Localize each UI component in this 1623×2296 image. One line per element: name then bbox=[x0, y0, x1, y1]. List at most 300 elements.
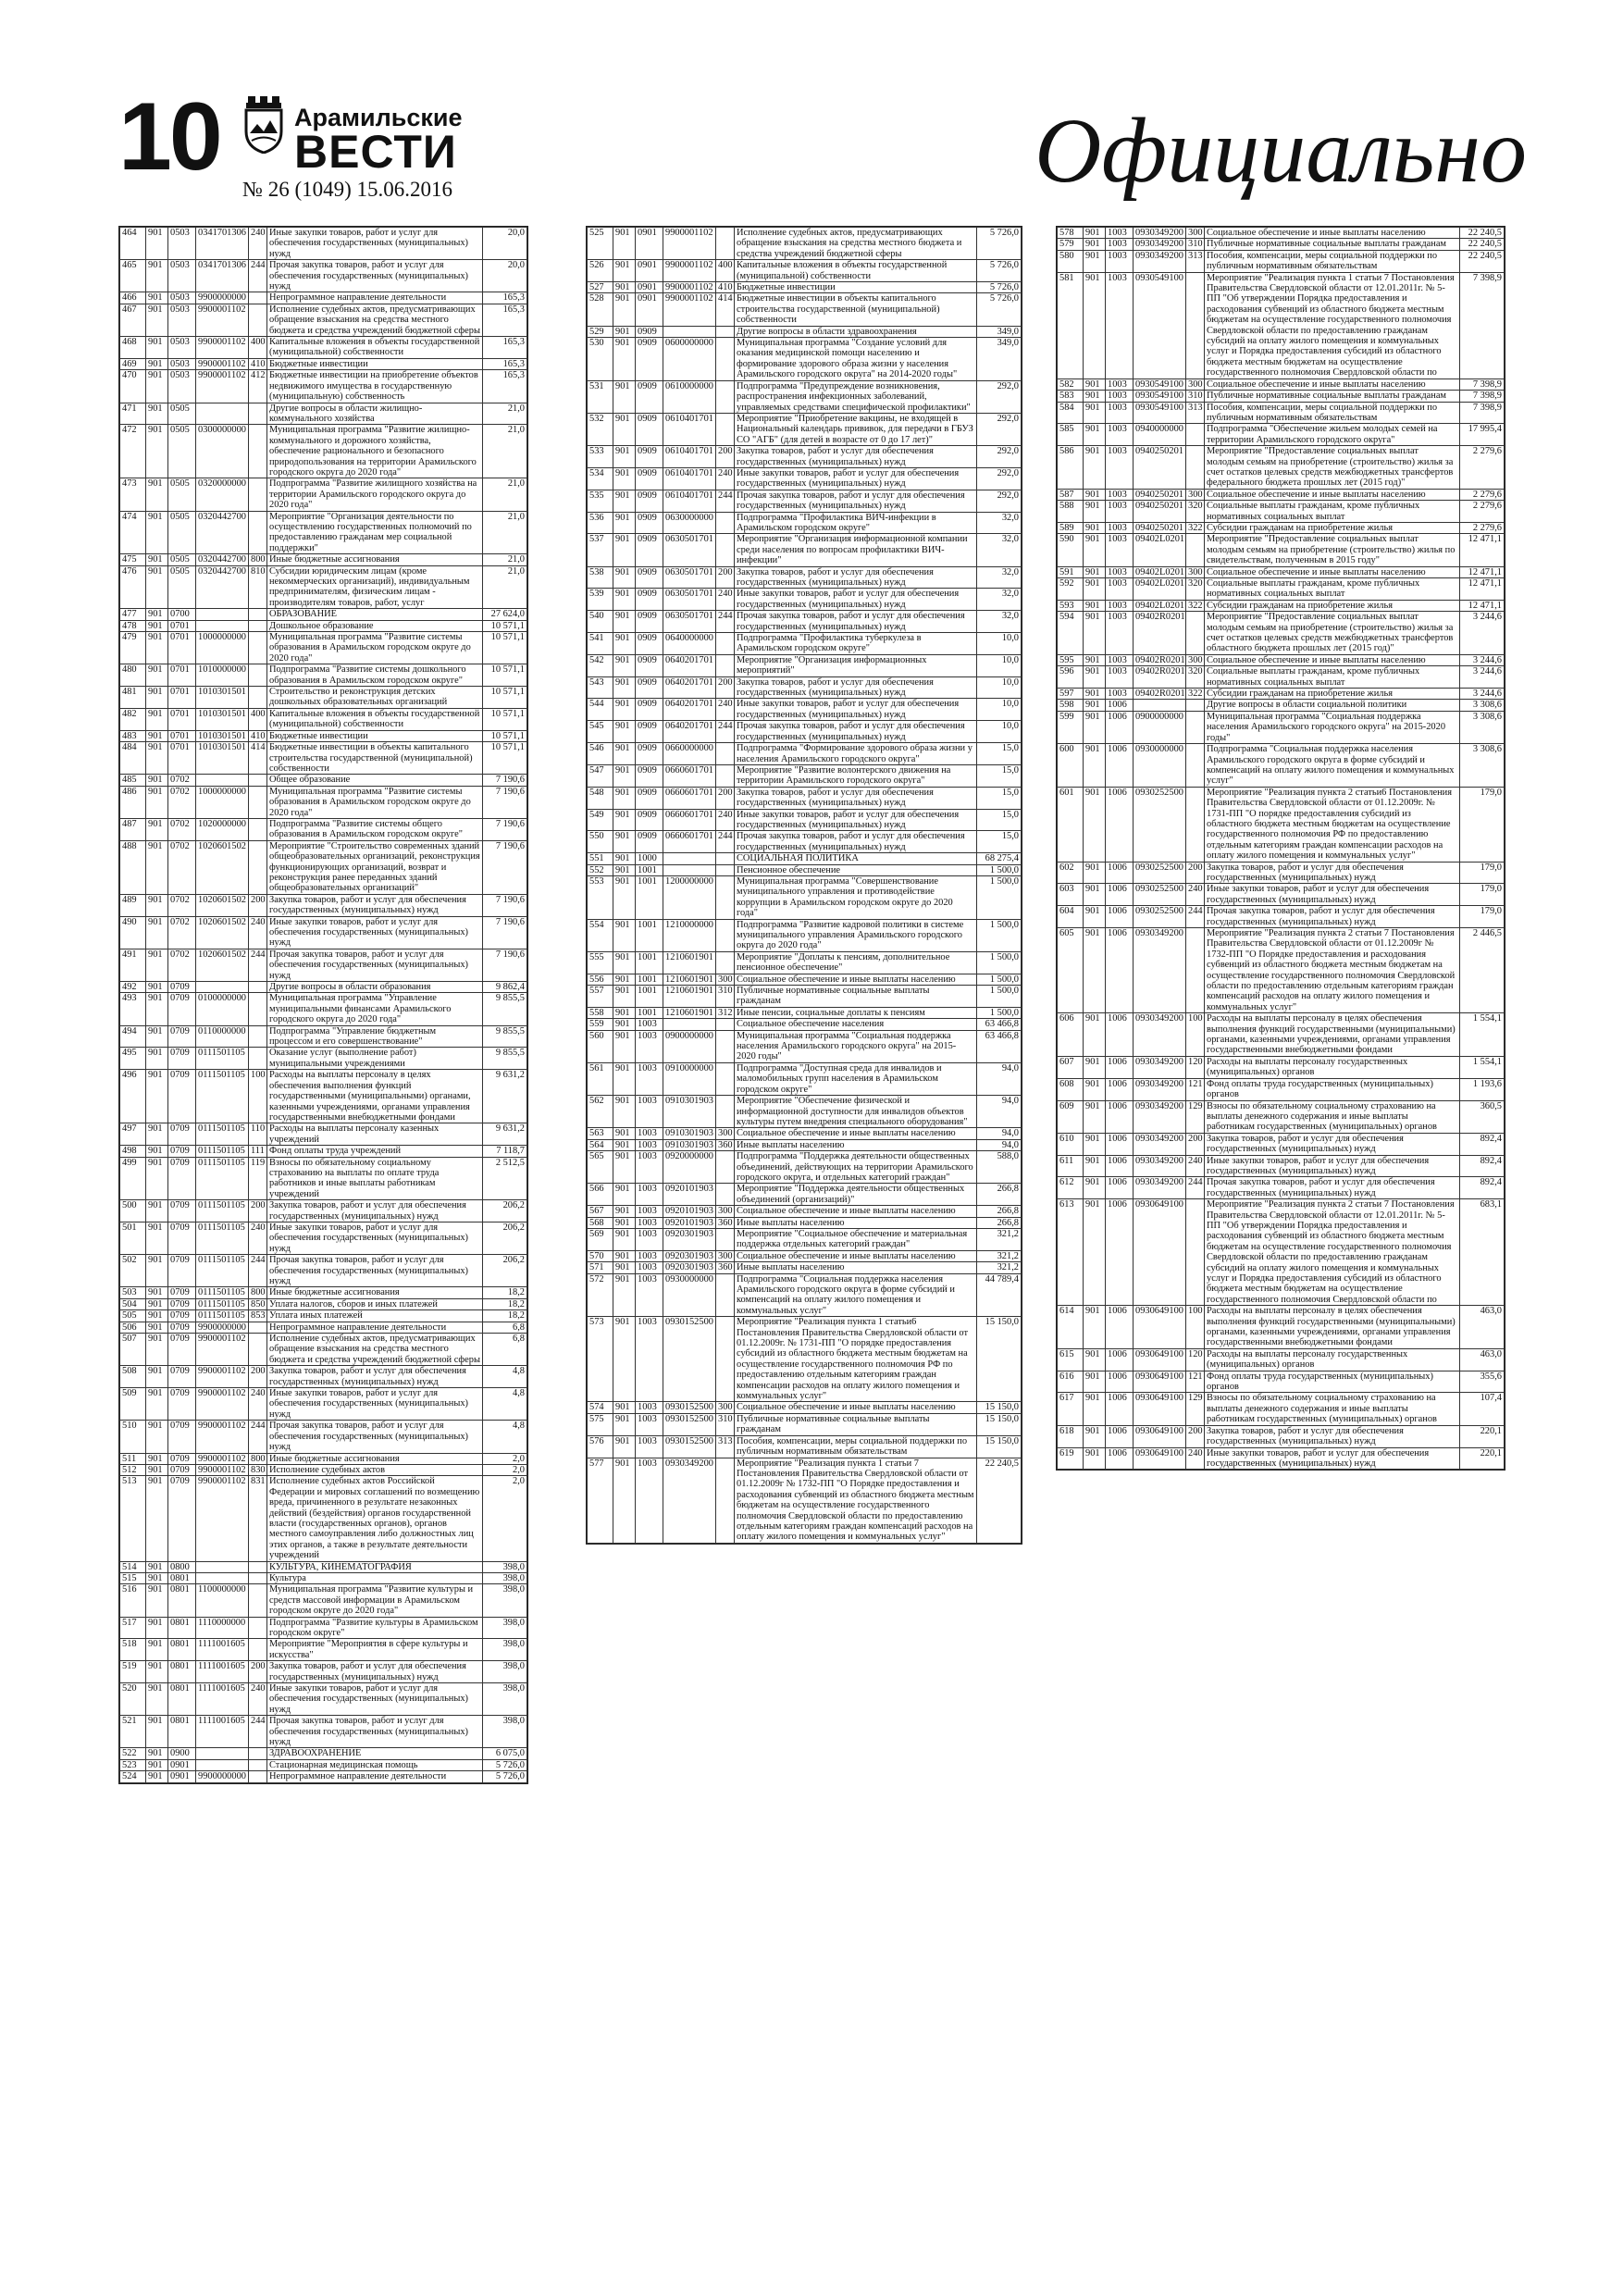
row-amount: 206,2 bbox=[483, 1200, 527, 1222]
target-code: 0930649100 bbox=[1134, 1447, 1186, 1470]
admin-code: 901 bbox=[613, 831, 636, 853]
row-amount: 15,0 bbox=[977, 743, 1022, 765]
row-description: Другие вопросы в области здравоохранения bbox=[735, 326, 977, 337]
table-row bbox=[1058, 787, 1505, 862]
table-row bbox=[120, 1661, 527, 1683]
section-code: 1001 bbox=[636, 974, 663, 985]
section-code: 0909 bbox=[636, 512, 663, 534]
row-amount: 179,0 bbox=[1460, 862, 1505, 884]
row-amount: 165,3 bbox=[483, 292, 527, 304]
target-code: 09402R0201 bbox=[1134, 654, 1186, 665]
row-description: Социальное обеспечение и иные выплаты населению bbox=[735, 1402, 977, 1413]
target-code: 9900001102 bbox=[196, 1388, 249, 1421]
row-number: 586 bbox=[1058, 446, 1084, 490]
target-code: 0320442700 bbox=[196, 511, 249, 554]
row-description: Социальные выплаты гражданам, кроме публичных нормативных социальных выплат bbox=[1205, 578, 1460, 601]
expense-type bbox=[249, 304, 267, 336]
section-code: 1006 bbox=[1106, 744, 1134, 788]
row-description: Подпрограмма "Обеспечение жильем молодых семей на территории Арамильского городского округа" bbox=[1205, 424, 1460, 446]
row-description: Иные бюджетные ассигнования bbox=[267, 1287, 483, 1298]
row-description: Иные закупки товаров, работ и услуг для обеспечения государственных (муниципальных) нужд bbox=[267, 1388, 483, 1421]
row-description: Иные выплаты населению bbox=[735, 1262, 977, 1273]
expense-type: 300 bbox=[716, 1206, 735, 1217]
target-code: 0920000000 bbox=[663, 1151, 716, 1184]
row-description: Подпрограмма "Развитие жилищного хозяйства на территории Арамильского городского округа до 2020 года" bbox=[267, 478, 483, 511]
row-number: 470 bbox=[120, 370, 146, 403]
row-description: Публичные нормативные социальные выплаты гражданам bbox=[735, 1413, 977, 1435]
expense-type bbox=[716, 743, 735, 765]
row-amount: 4,8 bbox=[483, 1388, 527, 1421]
row-amount: 15,0 bbox=[977, 809, 1022, 831]
table-row bbox=[120, 565, 527, 609]
expense-type: 410 bbox=[716, 282, 735, 293]
table-row bbox=[588, 338, 1022, 381]
row-number: 554 bbox=[588, 919, 613, 951]
section-code: 0709 bbox=[168, 1222, 196, 1254]
target-code bbox=[196, 775, 249, 786]
row-number: 532 bbox=[588, 413, 613, 445]
budget-table-2 bbox=[587, 227, 1022, 1544]
table-row bbox=[120, 1222, 527, 1254]
table-row bbox=[120, 730, 527, 741]
row-description: Мероприятие "Обеспечение физической и информационной доступности для инвалидов объектов культуры путем внедрения специального оборудования" bbox=[735, 1096, 977, 1128]
section-code: 0503 bbox=[168, 292, 196, 304]
table-row bbox=[588, 853, 1022, 864]
row-description: Прочая закупка товаров, работ и услуг для обеспечения государственных (муниципальных) нужд bbox=[267, 1421, 483, 1453]
admin-code: 901 bbox=[146, 403, 168, 425]
row-amount: 21,0 bbox=[483, 554, 527, 565]
row-description: Расходы на выплаты персоналу в целях обеспечения выполнения функций государственными (муниципальными) органами, казенными учреждениями, органами управления государственными внебюджетными фондами bbox=[1205, 1306, 1460, 1349]
target-code: 0930349200 bbox=[1134, 1078, 1186, 1100]
admin-code: 901 bbox=[146, 1200, 168, 1222]
row-description: Закупка товаров, работ и услуг для обеспечения государственных (муниципальных) нужд bbox=[1205, 1425, 1460, 1447]
page-number: 10 bbox=[118, 83, 220, 191]
row-number: 534 bbox=[588, 467, 613, 490]
table-row bbox=[120, 370, 527, 403]
expense-type: 200 bbox=[716, 566, 735, 589]
target-code: 0111501105 bbox=[196, 1200, 249, 1222]
expense-type: 129 bbox=[1186, 1393, 1205, 1425]
table-row bbox=[1058, 700, 1505, 711]
table-row bbox=[120, 982, 527, 993]
admin-code: 901 bbox=[613, 1139, 636, 1150]
row-number: 472 bbox=[120, 425, 146, 478]
row-description: Непрограммное направление деятельности bbox=[267, 1322, 483, 1333]
admin-code: 901 bbox=[146, 304, 168, 336]
row-description: Другие вопросы в области жилищно-коммунального хозяйства bbox=[267, 403, 483, 425]
table-row bbox=[1058, 1425, 1505, 1447]
expense-type bbox=[249, 775, 267, 786]
table-row bbox=[588, 1228, 1022, 1250]
row-number: 540 bbox=[588, 611, 613, 633]
table-row bbox=[588, 633, 1022, 655]
row-number: 476 bbox=[120, 565, 146, 609]
row-description: Подпрограмма "Поддержка деятельности общественных объединений, действующих на территории Арамильского городского округа, и отдельных категорий граждан" bbox=[735, 1151, 977, 1184]
row-number: 484 bbox=[120, 742, 146, 775]
row-amount: 892,4 bbox=[1460, 1177, 1505, 1199]
admin-code: 901 bbox=[613, 633, 636, 655]
target-code: 0930349200 bbox=[1134, 1155, 1186, 1177]
section-code: 1001 bbox=[636, 951, 663, 974]
row-description: Оказание услуг (выполнение работ) муниципальными учреждениями bbox=[267, 1048, 483, 1070]
row-amount: 463,0 bbox=[1460, 1348, 1505, 1371]
row-description: Субсидии юридическим лицам (кроме некоммерческих организаций), индивидуальным предпринимателям, физическим лицам - производителям товаров, работ, услуг bbox=[267, 565, 483, 609]
target-code: 0930549100 bbox=[1134, 402, 1186, 424]
target-code: 0930252500 bbox=[1134, 906, 1186, 928]
row-number: 487 bbox=[120, 818, 146, 840]
row-description: Расходы на выплаты персоналу в целях обеспечения выполнения функций государственными (муниципальными) органами, казенными учреждениями, органами управления государственными внебюджетными фондами bbox=[267, 1070, 483, 1123]
row-amount: 9 631,2 bbox=[483, 1070, 527, 1123]
section-code: 0909 bbox=[636, 764, 663, 787]
expense-type bbox=[249, 1334, 267, 1366]
row-number: 481 bbox=[120, 687, 146, 709]
target-code: 0630501701 bbox=[663, 611, 716, 633]
row-description: Мероприятие "Реализация пункта 2 статьи 7 Постановления Правительства Свердловской области от 01.12.2009г № 1732-ПП "О Порядке предоставления и расходования субвенций из областного бюджета местным бюджетам на осуществление государственного полномочия Свердловской области по предоставлению отдельным категориям граждан компенсаций расходов на оплату жилого помещения и коммунальных услуг" bbox=[1205, 928, 1460, 1013]
table-row bbox=[588, 1206, 1022, 1217]
section-code: 0702 bbox=[168, 916, 196, 949]
admin-code: 901 bbox=[146, 1255, 168, 1287]
admin-code: 901 bbox=[613, 1007, 636, 1018]
target-code: 0640201701 bbox=[663, 654, 716, 676]
row-number: 550 bbox=[588, 831, 613, 853]
admin-code: 901 bbox=[1084, 402, 1106, 424]
row-number: 602 bbox=[1058, 862, 1084, 884]
newspaper-name-top: Арамильские bbox=[294, 104, 463, 131]
row-number: 526 bbox=[588, 260, 613, 282]
expense-type: 244 bbox=[249, 949, 267, 981]
row-description: Муниципальная программа "Совершенствование муниципального управления и противодействие коррупции в Арамильском городском округе до 2020 года" bbox=[735, 875, 977, 919]
row-description: Иные закупки товаров, работ и услуг для обеспечения государственных (муниципальных) нужд bbox=[267, 1222, 483, 1254]
row-description: Иные закупки товаров, работ и услуг для обеспечения государственных (муниципальных) нужд bbox=[735, 589, 977, 611]
table-row bbox=[120, 1476, 527, 1561]
row-description: Социальное обеспечение и иные выплаты населению bbox=[735, 1206, 977, 1217]
row-number: 503 bbox=[120, 1287, 146, 1298]
row-number: 489 bbox=[120, 894, 146, 916]
expense-type bbox=[716, 1317, 735, 1402]
row-number: 523 bbox=[120, 1759, 146, 1770]
row-amount: 32,0 bbox=[977, 611, 1022, 633]
target-code: 0111501105 bbox=[196, 1146, 249, 1157]
newspaper-name-main: ВЕСТИ bbox=[294, 126, 457, 178]
expense-type: 110 bbox=[249, 1123, 267, 1146]
section-code: 0709 bbox=[168, 1310, 196, 1322]
target-code: 0930649100 bbox=[1134, 1306, 1186, 1349]
admin-code: 901 bbox=[146, 1070, 168, 1123]
admin-code: 901 bbox=[1084, 612, 1106, 655]
row-number: 613 bbox=[1058, 1199, 1084, 1306]
expense-type bbox=[249, 1048, 267, 1070]
row-number: 531 bbox=[588, 380, 613, 413]
admin-code: 901 bbox=[613, 654, 636, 676]
expense-type: 400 bbox=[249, 708, 267, 730]
row-description: Прочая закупка товаров, работ и услуг для обеспечения государственных (муниципальных) нужд bbox=[267, 260, 483, 292]
target-code: 1210601901 bbox=[663, 974, 716, 985]
row-amount: 398,0 bbox=[483, 1683, 527, 1716]
row-amount: 94,0 bbox=[977, 1096, 1022, 1128]
expense-type: 200 bbox=[249, 1366, 267, 1388]
target-code bbox=[663, 1019, 716, 1030]
expense-type: 111 bbox=[249, 1146, 267, 1157]
target-code: 0111501105 bbox=[196, 1298, 249, 1309]
row-amount: 165,3 bbox=[483, 358, 527, 369]
target-code: 0341701306 bbox=[196, 260, 249, 292]
section-code: 0801 bbox=[168, 1661, 196, 1683]
row-number: 556 bbox=[588, 974, 613, 985]
admin-code: 901 bbox=[1084, 654, 1106, 665]
section-code: 0801 bbox=[168, 1584, 196, 1617]
row-number: 500 bbox=[120, 1200, 146, 1222]
row-description: Капитальные вложения в объекты государственной (муниципальной) собственности bbox=[735, 260, 977, 282]
target-code: 0930152500 bbox=[663, 1402, 716, 1413]
target-code: 0910301903 bbox=[663, 1139, 716, 1150]
admin-code: 901 bbox=[146, 1771, 168, 1782]
row-amount: 2 512,5 bbox=[483, 1157, 527, 1200]
table-row bbox=[1058, 689, 1505, 700]
section-code: 0709 bbox=[168, 1123, 196, 1146]
admin-code: 901 bbox=[146, 1464, 168, 1475]
admin-code: 901 bbox=[613, 721, 636, 743]
table-row bbox=[120, 1200, 527, 1222]
table-row bbox=[588, 986, 1022, 1008]
target-code: 0640201701 bbox=[663, 699, 716, 721]
table-row bbox=[120, 1157, 527, 1200]
expense-type bbox=[249, 1584, 267, 1617]
table-row bbox=[588, 467, 1022, 490]
row-description: Иные выплаты населению bbox=[735, 1139, 977, 1150]
table-row bbox=[120, 708, 527, 730]
row-description: Общее образование bbox=[267, 775, 483, 786]
row-amount: 3 244,6 bbox=[1460, 666, 1505, 689]
row-amount: 6,8 bbox=[483, 1322, 527, 1333]
section-code: 0505 bbox=[168, 403, 196, 425]
row-amount: 349,0 bbox=[977, 326, 1022, 337]
section-code: 1003 bbox=[636, 1262, 663, 1273]
row-amount: 2 279,6 bbox=[1460, 446, 1505, 490]
expense-type bbox=[1186, 534, 1205, 566]
admin-code: 901 bbox=[613, 512, 636, 534]
section-code: 1003 bbox=[1106, 272, 1134, 379]
row-number: 478 bbox=[120, 620, 146, 631]
section-code: 1003 bbox=[1106, 534, 1134, 566]
expense-type: 100 bbox=[1186, 1306, 1205, 1349]
admin-code: 901 bbox=[1084, 787, 1106, 862]
row-number: 533 bbox=[588, 446, 613, 468]
target-code: 0920101903 bbox=[663, 1217, 716, 1228]
expense-type: 200 bbox=[249, 1200, 267, 1222]
section-code: 1003 bbox=[636, 1217, 663, 1228]
section-code: 0709 bbox=[168, 1421, 196, 1453]
table-row bbox=[120, 511, 527, 554]
admin-code: 901 bbox=[146, 1322, 168, 1333]
section-code: 1003 bbox=[1106, 666, 1134, 689]
section-code: 0909 bbox=[636, 611, 663, 633]
expense-type: 240 bbox=[249, 1222, 267, 1254]
table-row bbox=[588, 1435, 1022, 1458]
target-code: 0320442700 bbox=[196, 565, 249, 609]
target-code: 0940250201 bbox=[1134, 489, 1186, 500]
target-code: 0930349200 bbox=[1134, 1056, 1186, 1078]
expense-type bbox=[1186, 711, 1205, 743]
admin-code: 901 bbox=[146, 818, 168, 840]
section-code: 1003 bbox=[1106, 578, 1134, 601]
admin-code: 901 bbox=[146, 1572, 168, 1583]
table-row bbox=[588, 864, 1022, 875]
expense-type bbox=[249, 511, 267, 554]
target-code: 0920301903 bbox=[663, 1228, 716, 1250]
row-amount: 21,0 bbox=[483, 478, 527, 511]
row-description: Культура bbox=[267, 1572, 483, 1583]
row-description: Мероприятие "Организация информационных мероприятий" bbox=[735, 654, 977, 676]
admin-code: 901 bbox=[613, 566, 636, 589]
table-row bbox=[588, 1273, 1022, 1317]
section-code: 0701 bbox=[168, 708, 196, 730]
table-row bbox=[120, 687, 527, 709]
table-row bbox=[120, 993, 527, 1025]
section-code: 1006 bbox=[1106, 700, 1134, 711]
target-code: 1210601901 bbox=[663, 1007, 716, 1018]
row-description: Подпрограмма "Управление бюджетным процессом и его совершенствование" bbox=[267, 1025, 483, 1048]
table-row bbox=[120, 1639, 527, 1661]
target-code: 1020000000 bbox=[196, 818, 249, 840]
section-code: 1003 bbox=[636, 1250, 663, 1261]
expense-type: 313 bbox=[716, 1435, 735, 1458]
row-amount: 9 631,2 bbox=[483, 1123, 527, 1146]
row-description: СОЦИАЛЬНАЯ ПОЛИТИКА bbox=[735, 853, 977, 864]
row-amount: 321,2 bbox=[977, 1250, 1022, 1261]
row-number: 570 bbox=[588, 1250, 613, 1261]
admin-code: 901 bbox=[613, 853, 636, 864]
admin-code: 901 bbox=[613, 764, 636, 787]
row-number: 604 bbox=[1058, 906, 1084, 928]
expense-type: 850 bbox=[249, 1298, 267, 1309]
row-number: 501 bbox=[120, 1222, 146, 1254]
row-description: Закупка товаров, работ и услуг для обеспечения государственных (муниципальных) нужд bbox=[267, 1366, 483, 1388]
admin-code: 901 bbox=[146, 425, 168, 478]
expense-type: 200 bbox=[1186, 862, 1205, 884]
admin-code: 901 bbox=[613, 743, 636, 765]
row-amount: 3 308,6 bbox=[1460, 711, 1505, 743]
admin-code: 901 bbox=[613, 413, 636, 445]
expense-type bbox=[716, 764, 735, 787]
table-row bbox=[588, 831, 1022, 853]
table-row bbox=[120, 1322, 527, 1333]
row-description: Иные закупки товаров, работ и услуг для обеспечения государственных (муниципальных) нужд bbox=[735, 467, 977, 490]
section-code: 1003 bbox=[636, 1030, 663, 1062]
row-number: 509 bbox=[120, 1388, 146, 1421]
row-description: Мероприятие "Доплаты к пенсиям, дополнительное пенсионное обеспечение" bbox=[735, 951, 977, 974]
row-amount: 63 466,8 bbox=[977, 1030, 1022, 1062]
admin-code: 901 bbox=[146, 993, 168, 1025]
row-description: Муниципальная программа "Управление муниципальными финансами Арамильского городского округа до 2020 года" bbox=[267, 993, 483, 1025]
table-row bbox=[120, 478, 527, 511]
expense-type bbox=[716, 875, 735, 919]
expense-type: 831 bbox=[249, 1476, 267, 1561]
admin-code: 901 bbox=[146, 742, 168, 775]
table-row bbox=[1058, 250, 1505, 272]
row-number: 480 bbox=[120, 664, 146, 687]
admin-code: 901 bbox=[1084, 1177, 1106, 1199]
expense-type bbox=[1186, 700, 1205, 711]
section-code: 1006 bbox=[1106, 1348, 1134, 1371]
table-row bbox=[1058, 744, 1505, 788]
section-code: 0709 bbox=[168, 982, 196, 993]
row-amount: 165,3 bbox=[483, 304, 527, 336]
table-row bbox=[588, 512, 1022, 534]
table-row bbox=[120, 1287, 527, 1298]
expense-type: 244 bbox=[1186, 1177, 1205, 1199]
row-amount: 94,0 bbox=[977, 1139, 1022, 1150]
table-row bbox=[120, 1123, 527, 1146]
row-description: Бюджетные инвестиции bbox=[267, 358, 483, 369]
row-number: 589 bbox=[1058, 522, 1084, 533]
row-description: Закупка товаров, работ и услуг для обеспечения государственных (муниципальных) нужд bbox=[1205, 1133, 1460, 1155]
target-code: 0100000000 bbox=[196, 993, 249, 1025]
target-code: 0920101903 bbox=[663, 1184, 716, 1206]
row-description: Муниципальная программа "Развитие системы образования в Арамильском городском округе до 2020 года" bbox=[267, 632, 483, 664]
row-number: 597 bbox=[1058, 689, 1084, 700]
section-code: 0505 bbox=[168, 511, 196, 554]
target-code: 0930252500 bbox=[1134, 787, 1186, 862]
page-header bbox=[0, 0, 1623, 222]
row-amount: 7 190,6 bbox=[483, 894, 527, 916]
section-code: 0801 bbox=[168, 1683, 196, 1716]
row-amount: 15,0 bbox=[977, 764, 1022, 787]
row-amount: 2,0 bbox=[483, 1476, 527, 1561]
expense-type: 244 bbox=[249, 1255, 267, 1287]
target-code bbox=[1134, 700, 1186, 711]
row-amount: 1 193,6 bbox=[1460, 1078, 1505, 1100]
row-description: Субсидии гражданам на приобретение жилья bbox=[1205, 689, 1460, 700]
row-amount: 10 571,1 bbox=[483, 687, 527, 709]
table-row bbox=[1058, 666, 1505, 689]
section-code: 0801 bbox=[168, 1617, 196, 1639]
row-amount: 179,0 bbox=[1460, 787, 1505, 862]
expense-type bbox=[1186, 446, 1205, 490]
target-code: 9900000000 bbox=[196, 1771, 249, 1782]
row-number: 569 bbox=[588, 1228, 613, 1250]
target-code: 0111501105 bbox=[196, 1310, 249, 1322]
target-code: 0930649100 bbox=[1134, 1393, 1186, 1425]
admin-code: 901 bbox=[613, 1019, 636, 1030]
row-description: Мероприятие "Предоставление социальных выплат молодым семьям на приобретение (строительство) жилья за счет остатков целевых средств межбюджетных трансфертов федерального бюджета прошлых лет (2015 год)" bbox=[1205, 446, 1460, 490]
row-description: Закупка товаров, работ и услуг для обеспечения государственных (муниципальных) нужд bbox=[735, 787, 977, 809]
target-code: 0111501105 bbox=[196, 1255, 249, 1287]
row-number: 614 bbox=[1058, 1306, 1084, 1349]
admin-code: 901 bbox=[146, 1561, 168, 1572]
section-code: 1003 bbox=[1106, 654, 1134, 665]
target-code: 0930000000 bbox=[1134, 744, 1186, 788]
expense-type bbox=[1186, 787, 1205, 862]
row-description: Мероприятие "Реализация пункта 1 статьи 7 Постановления Правительства Свердловской области от 12.01.2011г. № 5-ПП "Об утверждении Порядка предоставления и расходования субвенций из областного бюджета местным бюджетам на осуществление государственного полномочия Свердловской области по предоставлению гражданам субсидий на оплату жилого помещения и коммунальных услуг и Порядка предоставления субсидий из областного бюджета местным бюджетам на осуществление государственного полномочия Свердловской области по bbox=[1205, 272, 1460, 379]
expense-type: 244 bbox=[249, 260, 267, 292]
target-code: 1010301501 bbox=[196, 708, 249, 730]
expense-type: 800 bbox=[249, 1453, 267, 1464]
admin-code: 901 bbox=[1084, 379, 1106, 390]
row-description: Социальное обеспечение и иные выплаты населению bbox=[735, 1128, 977, 1139]
row-amount: 2 446,5 bbox=[1460, 928, 1505, 1013]
row-description: Публичные нормативные социальные выплаты гражданам bbox=[735, 986, 977, 1008]
admin-code: 901 bbox=[146, 1334, 168, 1366]
target-code: 0110000000 bbox=[196, 1025, 249, 1048]
expense-type bbox=[716, 1151, 735, 1184]
target-code: 9900001102 bbox=[663, 282, 716, 293]
row-number: 576 bbox=[588, 1435, 613, 1458]
row-number: 580 bbox=[1058, 250, 1084, 272]
row-description: Подпрограмма "Развитие системы дошкольного образования в Арамильском городском округе" bbox=[267, 664, 483, 687]
section-code: 1001 bbox=[636, 1007, 663, 1018]
admin-code: 901 bbox=[146, 916, 168, 949]
expense-type bbox=[716, 512, 735, 534]
